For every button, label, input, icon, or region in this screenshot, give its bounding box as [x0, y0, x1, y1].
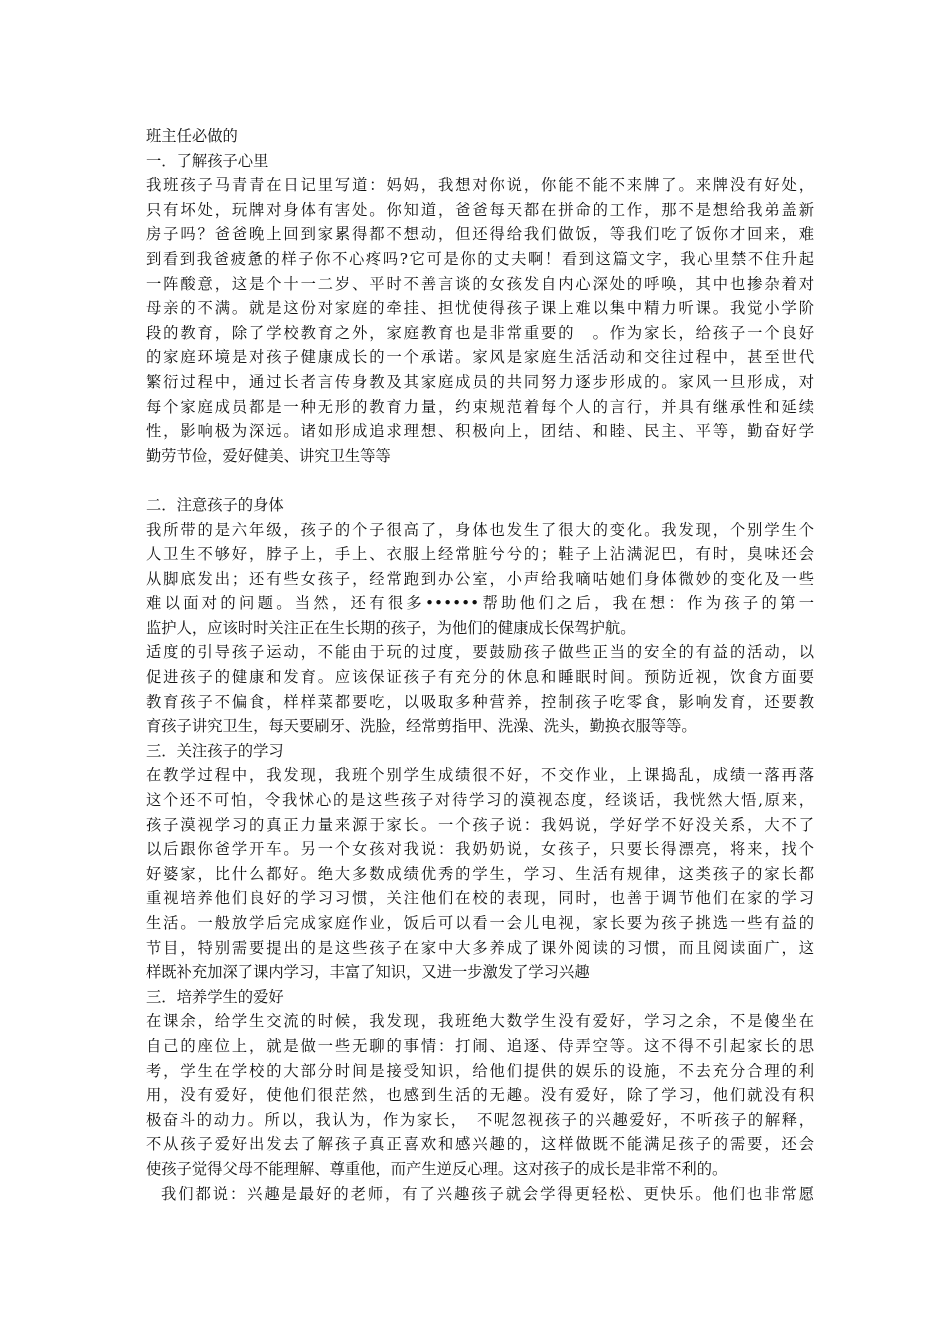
- text-line: 一阵酸意，这是个十一二岁、平时不善言谈的女孩发自内心深处的呼唤，其中也掺杂着对: [146, 274, 814, 293]
- text-line: 促进孩子的健康和发育。应该保证孩子有充分的休息和睡眠时间。预防近视，饮食方面要: [146, 668, 814, 687]
- section-1: [146, 149, 814, 469]
- section-heading: 一．了解孩子心里: [146, 151, 269, 170]
- text-line: 重视培养他们良好的学习习惯，关注他们在校的表现，同时，也善于调节他们在家的学习: [146, 889, 814, 908]
- text-line: 自己的座位上，就是做一些无聊的事情：打闹、追逐、侍弄空等。这不得不引起家长的思: [146, 1036, 814, 1055]
- text-line: 好婆家，比什么都好。绝大多数成绩优秀的学生，学习、生活有规律，这类孩子的家长都: [146, 864, 814, 883]
- text-line: 我们都说：兴趣是最好的老师，有了兴趣孩子就会学得更轻松、更快乐。他们也非常愿: [161, 1184, 814, 1203]
- paragraph: [146, 1182, 814, 1207]
- text-line: 性，影响极为深远。诸如形成追求理想、积极向上，团结、和睦、民主、平等，勤奋好学: [146, 422, 814, 441]
- blank-line: [146, 468, 814, 493]
- text-line: 段的教育，除了学校教育之外，家庭教育也是非常重要的 。作为家长，给孩子一个良好: [146, 323, 814, 342]
- text-line: 不从孩子爱好出发去了解孩子真正喜欢和感兴趣的，这样做既不能满足孩子的需要，还会: [146, 1135, 814, 1154]
- text-line: 极奋斗的动力。所以，我认为，作为家长， 不呢忽视孩子的兴趣爱好，不听孩子的解释，: [146, 1110, 814, 1129]
- text-line: 适度的引导孩子运动，不能由于玩的过度，要鼓励孩子做些正当的安全的有益的活动，以: [146, 643, 814, 662]
- paragraph: [146, 640, 814, 738]
- paragraph: [146, 763, 814, 984]
- text-line: 考，学生在学校的大部分时间是接受知识，给他们提供的娱乐的设施，不去充分合理的利: [146, 1061, 814, 1080]
- text-line: 只有坏处，玩牌对身体有害处。你知道，爸爸每天都在拼命的工作，那不是想给我弟盖新: [146, 200, 814, 219]
- text-line: 在教学过程中，我发现，我班个别学生成绩很不好，不交作业，上课捣乱，成绩一落再落: [146, 766, 814, 785]
- text-line: 我班孩子马青青在日记里写道：妈妈，我想对你说，你能不能不来牌了。来牌没有好处，: [146, 176, 814, 195]
- text-line: 用，没有爱好，使他们很茫然，也感到生活的无趣。没有爱好，除了学习，他们就没有积: [146, 1086, 814, 1105]
- paragraph: [146, 1009, 814, 1181]
- text-line: 繁衍过程中，通过长者言传身教及其家庭成员的共同努力逐步形成的。家风一旦形成，对: [146, 372, 814, 391]
- text-line: 样既补充加深了课内学习，丰富了知识，又进一步激发了学习兴趣: [146, 963, 590, 982]
- text-line: 的家庭环境是对孩子健康成长的一个承诺。家风是家庭生活活动和交往过程中，甚至世代: [146, 348, 814, 367]
- section-heading: 三．关注孩子的学习: [146, 741, 284, 760]
- document-title: 班主任必做的: [146, 127, 238, 145]
- text-line: 节目，特别需要提出的是这些孩子在家中大多养成了课外阅读的习惯，而且阅读面广，这: [146, 938, 814, 957]
- text-line: 这个还不可怕，令我怵心的是这些孩子对待学习的漠视态度，经谈话，我恍然大悟,原来，: [146, 791, 814, 810]
- text-line: 育孩子讲究卫生，每天要刷牙、洗脸，经常剪指甲、洗澡、洗头，勤换衣服等等。: [146, 717, 697, 736]
- text-line: 孩子漠视学习的真正力量来源于家长。一个孩子说：我妈说，学好学不好没关系，大不了: [146, 815, 814, 834]
- text-line: 人卫生不够好，脖子上，手上、衣服上经常脏兮兮的；鞋子上沾满泥巴，有时，臭味还会: [146, 545, 814, 564]
- text-line: 母亲的不满。就是这份对家庭的牵挂、担忧使得孩子课上难以集中精力听课。我觉小学阶: [146, 299, 814, 318]
- text-line: 生活。一般放学后完成家庭作业，饭后可以看一会儿电视，家长要为孩子挑选一些有益的: [146, 914, 814, 932]
- section-2: [146, 493, 814, 739]
- section-heading: 二．注意孩子的身体: [146, 495, 284, 514]
- paragraph: [146, 518, 814, 641]
- text-line: 以后跟你爸学开车。另一个女孩对我说：我奶奶说，女孩子，只要长得漂亮，将来，找个: [146, 840, 814, 859]
- text-line: 难以面对的问题。当然，还有很多••••••帮助他们之后，我在想：作为孩子的第一: [146, 594, 814, 613]
- text-line: 房子吗？爸爸晚上回到家累得都不想动，但还得给我们做饭，等我们吃了饭你才回来，难: [146, 225, 814, 244]
- section-4: [146, 985, 814, 1206]
- text-line: 每个家庭成员都是一种无形的教育力量，约束规范着每个人的言行，并具有继承性和延续: [146, 397, 814, 416]
- document-page: [146, 124, 814, 1206]
- section-3: [146, 739, 814, 985]
- text-line: 从脚底发出；还有些女孩子，经常跑到办公室，小声给我嘀咕她们身体微妙的变化及一些: [146, 569, 814, 588]
- text-line: 在课余，给学生交流的时候，我发现，我班绝大数学生没有爱好，学习之余，不是傻坐在: [146, 1012, 814, 1031]
- text-line: 勤劳节俭，爱好健美、讲究卫生等等: [146, 446, 391, 465]
- text-line: 到看到我爸疲惫的样子你不心疼吗?它可是你的丈夫啊！看到这篇文字，我心里禁不住升起: [146, 249, 814, 268]
- text-line: 监护人，应该时时关注正在生长期的孩子，为他们的健康成长保驾护航。: [146, 618, 636, 637]
- text-line: 使孩子觉得父母不能理解、尊重他，而产生逆反心理。这对孩子的成长是非常不利的。: [146, 1159, 728, 1178]
- paragraph: [146, 173, 814, 468]
- section-heading: 三．培养学生的爱好: [146, 987, 284, 1006]
- text-line: 教育孩子不偏食，样样菜都要吃，以吸取多种营养，控制孩子吃零食，影响发育，还要教: [146, 692, 814, 711]
- text-line: 我所带的是六年级，孩子的个子很高了，身体也发生了很大的变化。我发现，个别学生个: [146, 520, 814, 539]
